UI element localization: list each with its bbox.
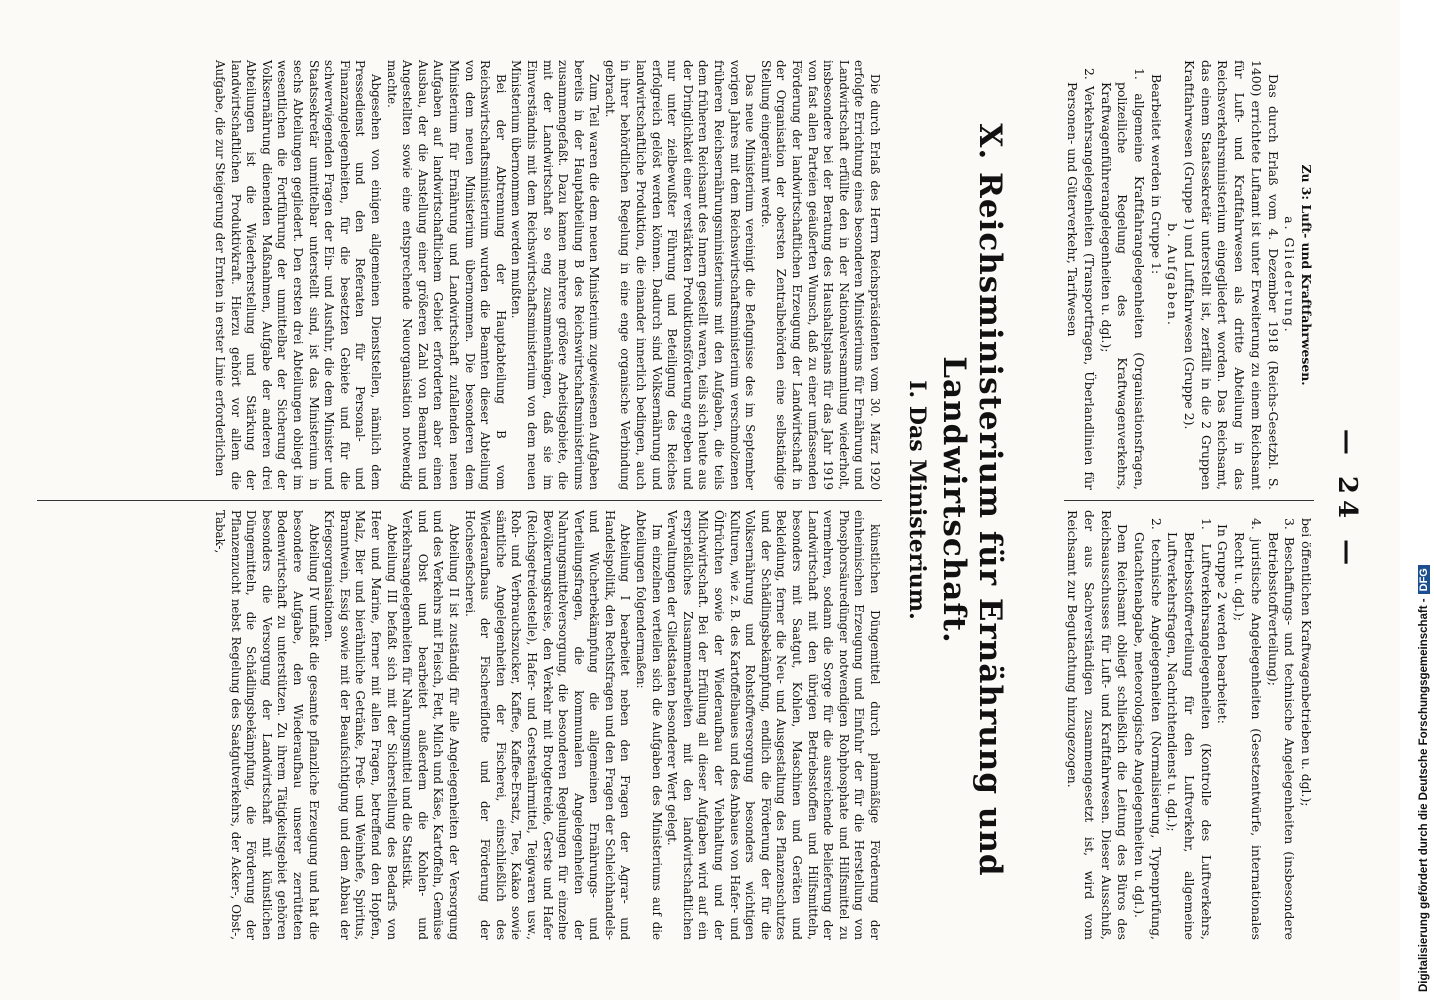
- dfg-logo: DFG: [1418, 565, 1430, 594]
- list-item: 1. allgemeine Kraftfahrangelegenheiten (Organisationsfragen, polizeiliche Regelung des Kraftwagenverkehrs, Kraftwagenführerangelegenheiten u. dgl.);: [1098, 68, 1147, 490]
- paragraph: Im einzelnen verteilen sich die Aufgaben des Ministeriums auf die Abteilungen folgendermaßen:: [634, 510, 664, 940]
- paragraph: Das neue Ministerium vereinigt die Befugnisse des im September vorigen Jahres mit dem Reichswirtschaftsministerium verschmolzenen früheren Reichsernährungsministeriums mit den Aufgaben, die teils dem früheren Reichsamt des Innern gestellt waren, teils sich heute aus der Dringlichkeit einer verstärkten Produktionsförderung ergeben und nur unter zielbewußter Führung und Beteiligung des Reiches erfolgreich gelöst werden können. Dadurch sind Volksernährung und landwirtschaftliche Produktion, die einander innerlich bedingen, auch in ihrer behördlichen Regelung in eine enge organische Verbindung gebracht.: [602, 60, 758, 490]
- list-item: 1. Luftverkehrsangelegenheiten (Kontrolle des Luftverkehrs, Betriebsstoffverteilung für den Luftverkehr, allgemeine Luftverkehrsfragen, Nachrichtendienst u. dgl.);: [1165, 518, 1214, 940]
- paragraph: Zum Teil waren die dem neuen Ministerium zugewiesenen Aufgaben bereits in der Hauptabteilung B des Reichswirtschaftsministeriums zusammengefaßt. Dazu kamen mehrere größere Arbeitsgebiete, die mit der Landwirtschaft so eng zusammenhängen, daß sie im Einverständnis mit dem Reichswirtschaftsministerium von dem neuen Ministerium übernommen werden mußten.: [509, 60, 602, 490]
- paragraph: Bearbeitet werden in Gruppe 1:: [1148, 74, 1164, 275]
- list-item: 3. Beschaffungs- und technische Angelegenheiten (insbesondere Betriebsstoffverteilung);: [1265, 518, 1298, 940]
- digitization-credit: [1418, 0, 1430, 992]
- section-heading-luftfahrt: Zu 3: Luft- und Kraftfahrwesen.: [1299, 164, 1314, 386]
- list-item: 2. Verkehrsangelegenheiten (Transportfragen, Überlandlinien für Personen- und Güterverkehr, Tarifwesen: [1065, 68, 1097, 490]
- subheading-gliederung: a. Gliederung.: [1282, 216, 1298, 334]
- subheading-aufgaben: b. Aufgaben.: [1165, 223, 1181, 327]
- paragraph: Das durch Erlaß vom 4. Dezember 1918 (Reichs-Gesetzbl. S. 1400) errichtete Luftamt ist unter Erweiterung zu einem Reichsamt für Luft- und Kraftfahrwesen als dritte Abteilung in das Reichsverkehrsministerium eingegliedert worden. Das Reichsamt, das einem Staatssekretär unterstellt ist, zerfällt in die 2 Gruppen Kraftfahrwesen (Gruppe 1) und Luftfahrwesen (Gruppe 2).: [1182, 60, 1281, 490]
- paragraph: Abteilung II ist zuständig für alle Angelegenheiten der Versorgung und des Verkehrs mit Fleisch, Fett, Milch und Käse, Kartoffeln, Gemüse und Obst und bearbeitet außerdem die Kohlen- und Verkehrsangelegenheiten für Nahrungsmittel und die Statistik.: [400, 510, 461, 940]
- upper-left-column: [1063, 60, 1314, 490]
- paragraph: Abteilung III befaßt sich mit der Sicherstellung des Bedarfs von Heer und Marine, ferner mit allen Fragen, betreffend den Hopfen, Malz, Bier und bierähnliche Getränke, Preß- und Weinhefe, Spiritus, Branntwein, Essig sowie mit der Beaufsichtigung und dem Abbau der Kriegsorganisationen.: [322, 510, 399, 940]
- page-number: — 24 —: [1332, 428, 1362, 572]
- lower-left-column: [211, 60, 882, 490]
- list-item: bei öffentlichen Kraftwagenbetrieben u. dgl.);: [1299, 518, 1314, 807]
- paragraph: Dem Reichsamt obliegt schließlich die Leitung des Büros des Reichsausschusses für Luft- und Kraftfahrwesen. Dieser Ausschuß, der aus Sachverständigen zusammengesetzt ist, wird vom Reichsamt zur Begutachtung hinzugezogen.: [1065, 510, 1131, 940]
- paragraph: In Gruppe 2 werden bearbeitet:: [1215, 524, 1231, 724]
- paragraph: Abteilung IV umfaßt die gesamte pflanzliche Erzeugung und hat die besondere Aufgabe, den Wiederaufbau unserer zerrütteten Bodenwirtschaft zu unterstützen. Zu ihrem Tätigkeitsgebiet gehören besonders die Versorgung der Landwirtschaft mit künstlichen Düngemitteln, die Schädlingsbekämpfung, die Förderung der Pflanzenzucht nebst Regelung des Saatgutverkehrs, der Acker-, Obst-, Tabak-,: [213, 510, 321, 940]
- column-divider: [37, 500, 882, 501]
- paragraph: Bei der Abtrennung der Hauptabteilung B vom Reichswirtschaftsministerium wurden die Beamten dieser Abteilung von dem neuen Ministerium übernommen. Die besonderen dem Ministerium für Ernährung und Landwirtschaft zufallenden neuen Aufgaben auf landwirtschaftlichem Gebiet erforderten aber einen Ausbau, der die Anstellung einer größeren Zahl von Beamten und Angestellten sowie eine entsprechende Neuorganisation notwendig machte.: [384, 60, 508, 490]
- digitization-credit-text: Digitalisierung gefördert durch die Deutsche Forschungsgemeinschaft -: [1418, 598, 1430, 992]
- lower-section: [22, 60, 882, 940]
- section-heading-ministerium: I. Das Ministerium.: [904, 380, 930, 620]
- chapter-heading: X. Reichsministerium für Ernährung und Landwirtschaft.: [936, 123, 1008, 877]
- paragraph: Abteilung I bearbeitet neben den Fragen der Agrar- und Handelspolitik, den Rechtsfragen und den Fragen der Schleichhandels- und Wucherbekämpfung die allgemeinen Ernährungs- und Verteilungsfragen, die kommunalen Angelegenheiten der Nahrungsmittelversorgung, die besonderen Regelungen für einzelne Bevölkerungskreise, den Verkehr mit Brotgetreide, Gerste und Hafer (Reichsgetreidestelle), Hafer- und Gerstenährmittel, Teigwaren usw., Roh- und Verbrauchszucker, Kaffee, Kaffee-Ersatz, Tee, Kakao sowie sämtliche Angelegenheiten der Fischerei, einschließlich des Wiederaufbaus der Fischereiflotte und der Förderung der Hochseefischerei.: [462, 510, 633, 940]
- list-item: 4. juristische Angelegenheiten (Gesetzentwürfe, internationales Recht u. dgl.);: [1232, 518, 1264, 940]
- list-item: 2. technische Angelegenheiten (Normalisierung, Typenprüfung, Gutachtenabgabe, meteorologische Angelegenheiten u. dgl.).: [1131, 518, 1164, 940]
- paragraph: künstlichen Düngemittel durch planmäßige Förderung der einheimischen Erzeugung und Einfuhr der für die Herstellung von Phosphorsäuredünger notwendigen Rohphosphate und Hilfsmittel zu vermehren, sodann die Sorge für die ausreichende Belieferung der Landwirtschaft mit den übrigen Betriebsstoffen und Hilfsmitteln, besonders mit Saatgut, Kohlen, Maschinen und Geräten und Bekleidung, ferner die Neu- und Ausgestaltung des Pflanzenschutzes und der Schädlingsbekämpfung, endlich die Förderung der für die Volksernährung und Rohstoffversorgung besonders wichtigen Kulturen, wie z. B. des Kartoffelbaues und des Anbaues von Hafer- und Ölfrüchten sowie der Wiederaufbau der Viehhaltung und der Milchwirtschaft. Bei der Erfüllung all dieser Aufgaben wird auf ein ersprießliches Zusammenarbeiten mit den landwirtschaftlichen Verwaltungen der Gliedstaaten besonderer Wert gelegt.: [665, 510, 882, 940]
- paragraph: Die durch Erlaß des Herrn Reichspräsidenten vom 30. März 1920 erfolgte Errichtung eines besonderen Ministeriums für Ernährung und Landwirtschaft erfüllte den in der Nationalversammlung wiederholt, insbesondere bei der Beratung des Haushaltsplans für das Jahr 1919 von fast allen Parteien geäußerten Wunsch, daß zu einer umfassenden Förderung der landwirtschaftlichen Erzeugung der Landwirtschaft in der Organisation der obersten Zentralbehörden eine selbständige Stellung eingeräumt werde.: [758, 60, 882, 490]
- upper-right-column: [1063, 510, 1314, 940]
- column-divider: [1064, 500, 1314, 501]
- paragraph: Abgesehen von einigen allgemeinen Dienststellen, nämlich dem Pressedienst und den Referaten für Personal- und Finanzangelegenheiten, für die besetzten Gebiete und für die schwerwiegenden Fragen der Ein- und Ausfuhr, die dem Minister und Staatssekretär unmittelbar unterstellt sind, ist das Ministerium in sechs Abteilungen gegliedert. Den ersten drei Abteilungen obliegt im wesentlichen die Fortführung der unmittelbar der Sicherung der Volksernährung dienenden Maßnahmen, Aufgabe der anderen drei Abteilungen ist die Wiederherstellung und Stärkung der landwirtschaftlichen Produktivkraft. Hierzu gehört vor allem die Aufgabe, die zur Steigerung der Ernten in erster Linie erforderlichen: [213, 60, 383, 490]
- upper-section: [1014, 60, 1314, 940]
- lower-right-column: [211, 510, 882, 940]
